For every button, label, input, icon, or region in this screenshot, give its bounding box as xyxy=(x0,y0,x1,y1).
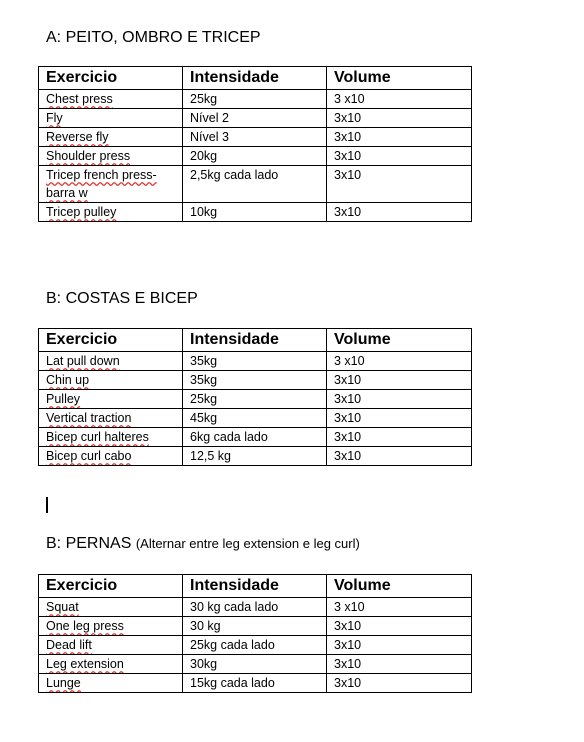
header-exercicio: Exercicio xyxy=(39,329,183,352)
intensity-cell: 25kg xyxy=(183,390,327,409)
section-title-text: B: PERNAS xyxy=(46,535,132,552)
exercise-cell: Vertical traction xyxy=(39,409,183,428)
section-title-text: B: COSTAS E BICEP xyxy=(46,290,198,307)
intensity-cell: 30 kg xyxy=(183,617,327,636)
header-volume: Volume xyxy=(327,67,472,90)
exercise-cell: Chin up xyxy=(39,371,183,390)
section-a-title xyxy=(46,29,261,47)
table-row xyxy=(39,636,472,655)
section-a-table xyxy=(38,66,472,222)
header-intensidade: Intensidade xyxy=(183,67,327,90)
text-cursor xyxy=(46,497,48,513)
table-header-row xyxy=(39,67,472,90)
exercise-cell: Bicep curl halteres xyxy=(39,428,183,447)
table-row xyxy=(39,390,472,409)
table-header-row xyxy=(39,575,472,598)
table-row xyxy=(39,371,472,390)
exercise-cell: Bicep curl cabo xyxy=(39,447,183,466)
table-row xyxy=(39,352,472,371)
exercise-cell: Fly xyxy=(39,109,183,128)
intensity-cell: 12,5 kg xyxy=(183,447,327,466)
exercise-cell: Lat pull down xyxy=(39,352,183,371)
table-row xyxy=(39,90,472,109)
volume-cell: 3x10 xyxy=(327,166,472,203)
intensity-cell: 35kg xyxy=(183,352,327,371)
table-header-row xyxy=(39,329,472,352)
section-note: (Alternar entre leg extension e leg curl) xyxy=(135,536,360,551)
exercise-cell: Squat xyxy=(39,598,183,617)
exercise-cell: Pulley xyxy=(39,390,183,409)
header-exercicio: Exercicio xyxy=(39,67,183,90)
table-row xyxy=(39,428,472,447)
intensity-cell: 2,5kg cada lado xyxy=(183,166,327,203)
section-b-table xyxy=(38,328,472,466)
volume-cell: 3x10 xyxy=(327,147,472,166)
section-title-text: A: PEITO, OMBRO E TRICEP xyxy=(46,29,261,46)
table-row xyxy=(39,128,472,147)
header-volume: Volume xyxy=(327,575,472,598)
volume-cell: 3x10 xyxy=(327,428,472,447)
volume-cell: 3x10 xyxy=(327,203,472,222)
exercise-cell: Lunge xyxy=(39,674,183,693)
section-c-title xyxy=(46,535,360,553)
table-row xyxy=(39,617,472,636)
exercise-cell: Tricep pulley xyxy=(39,203,183,222)
table-row xyxy=(39,203,472,222)
volume-cell: 3x10 xyxy=(327,128,472,147)
table-row xyxy=(39,147,472,166)
table-row xyxy=(39,409,472,428)
volume-cell: 3x10 xyxy=(327,390,472,409)
intensity-cell: Nível 2 xyxy=(183,109,327,128)
volume-cell: 3x10 xyxy=(327,109,472,128)
intensity-cell: 25kg xyxy=(183,90,327,109)
intensity-cell: 30kg xyxy=(183,655,327,674)
section-c-table xyxy=(38,574,472,693)
intensity-cell: 15kg cada lado xyxy=(183,674,327,693)
header-exercicio: Exercicio xyxy=(39,575,183,598)
intensity-cell: 30 kg cada lado xyxy=(183,598,327,617)
header-intensidade: Intensidade xyxy=(183,575,327,598)
volume-cell: 3x10 xyxy=(327,409,472,428)
volume-cell: 3x10 xyxy=(327,447,472,466)
exercise-cell: Reverse fly xyxy=(39,128,183,147)
intensity-cell: Nível 3 xyxy=(183,128,327,147)
table-row xyxy=(39,109,472,128)
table-row xyxy=(39,655,472,674)
intensity-cell: 10kg xyxy=(183,203,327,222)
table-row xyxy=(39,166,472,203)
exercise-cell: Tricep french press- barra w xyxy=(39,166,183,203)
section-b-title xyxy=(46,290,198,308)
exercise-cell: Chest press xyxy=(39,90,183,109)
volume-cell: 3x10 xyxy=(327,371,472,390)
exercise-cell: Leg extension xyxy=(39,655,183,674)
volume-cell: 3 x10 xyxy=(327,598,472,617)
header-intensidade: Intensidade xyxy=(183,329,327,352)
table-row xyxy=(39,598,472,617)
table-row xyxy=(39,674,472,693)
volume-cell: 3x10 xyxy=(327,655,472,674)
volume-cell: 3x10 xyxy=(327,636,472,655)
intensity-cell: 20kg xyxy=(183,147,327,166)
intensity-cell: 25kg cada lado xyxy=(183,636,327,655)
exercise-cell: One leg press xyxy=(39,617,183,636)
intensity-cell: 35kg xyxy=(183,371,327,390)
header-volume: Volume xyxy=(327,329,472,352)
intensity-cell: 6kg cada lado xyxy=(183,428,327,447)
volume-cell: 3 x10 xyxy=(327,90,472,109)
exercise-cell: Shoulder press xyxy=(39,147,183,166)
intensity-cell: 45kg xyxy=(183,409,327,428)
volume-cell: 3x10 xyxy=(327,674,472,693)
volume-cell: 3 x10 xyxy=(327,352,472,371)
table-row xyxy=(39,447,472,466)
exercise-cell: Dead lift xyxy=(39,636,183,655)
volume-cell: 3x10 xyxy=(327,617,472,636)
